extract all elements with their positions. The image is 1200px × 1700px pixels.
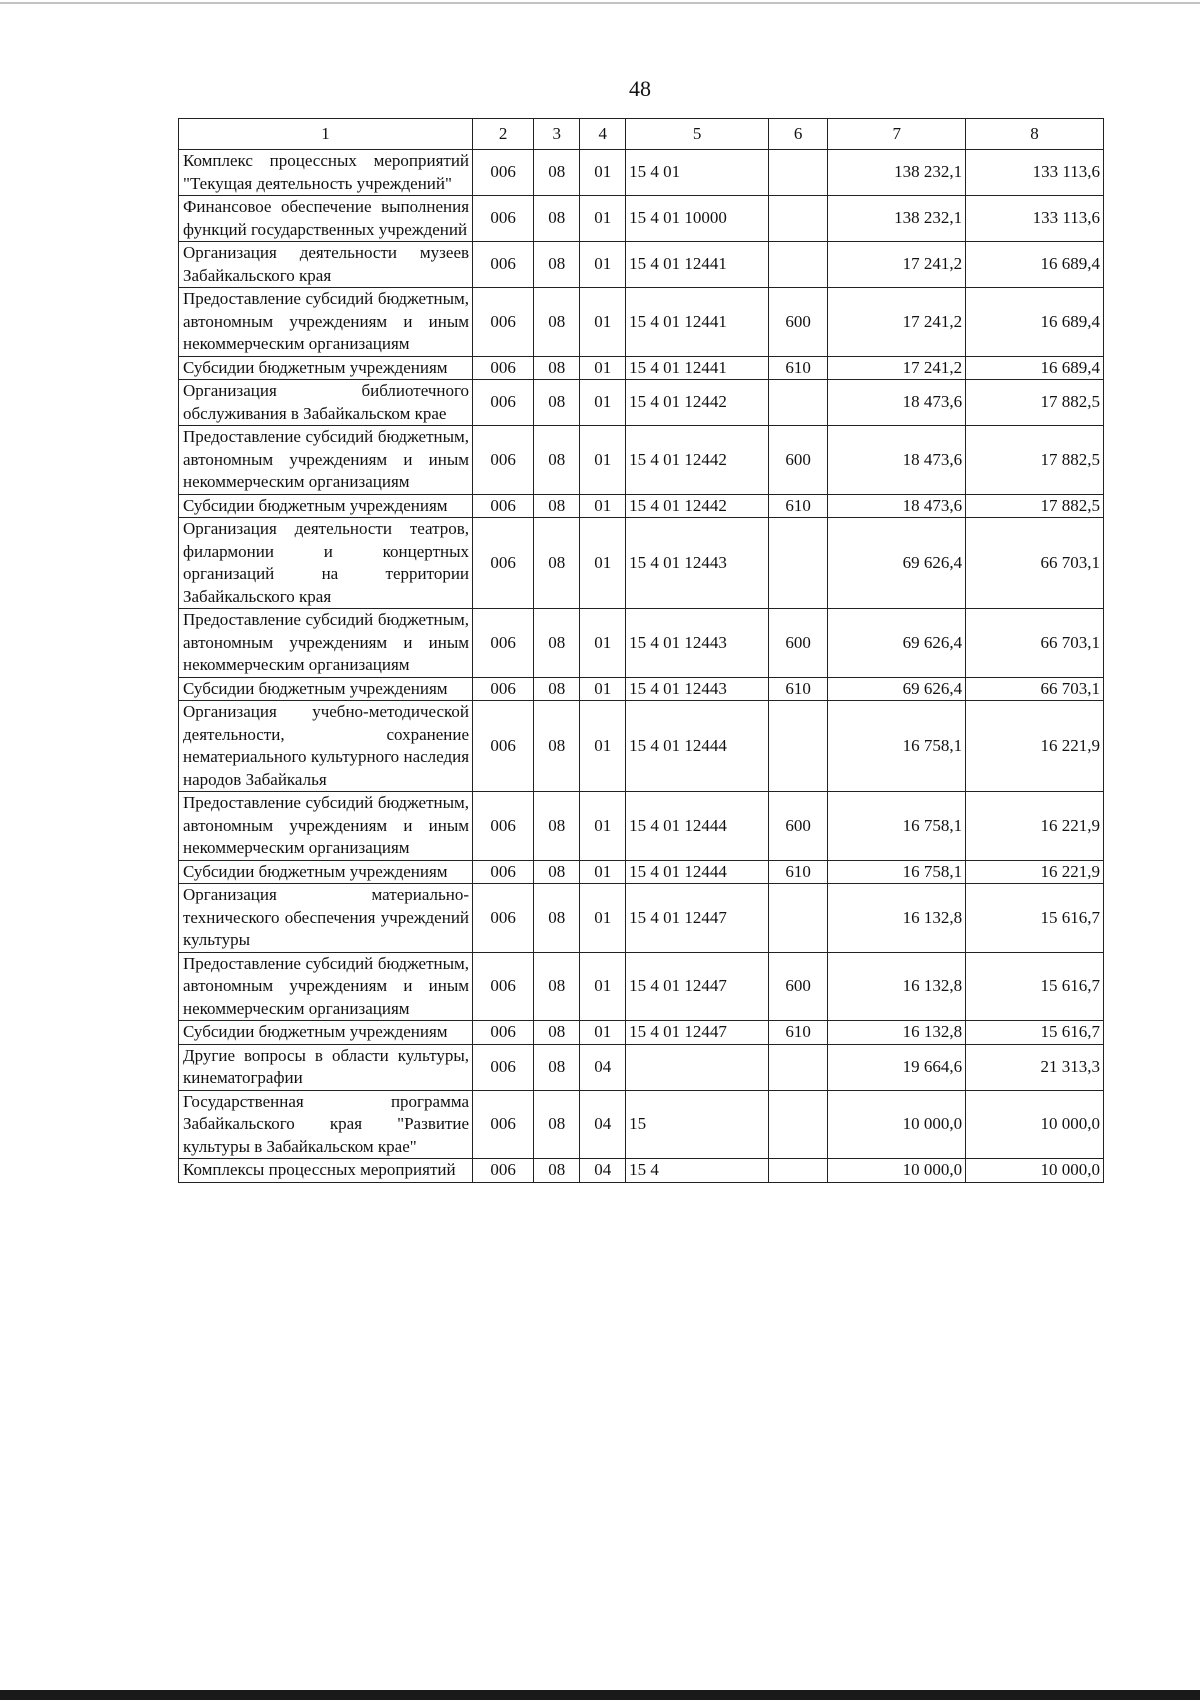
code-subsection-cell: 01 <box>580 242 626 288</box>
item-name-cell: Другие вопросы в области культуры, кинематографии <box>179 1044 473 1090</box>
code-admin-cell: 006 <box>473 518 534 609</box>
code-subsection-cell: 01 <box>580 150 626 196</box>
amount-col8-cell: 15 616,7 <box>966 952 1104 1021</box>
amount-col8-cell: 10 000,0 <box>966 1159 1104 1183</box>
amount-col8-cell: 21 313,3 <box>966 1044 1104 1090</box>
amount-col7-cell: 16 758,1 <box>828 701 966 792</box>
code-expense-type-cell: 610 <box>769 356 828 380</box>
code-expense-type-cell <box>769 242 828 288</box>
header-cell: 8 <box>966 119 1104 150</box>
code-admin-cell: 006 <box>473 494 534 518</box>
code-section-cell: 08 <box>534 1090 580 1159</box>
code-section-cell: 08 <box>534 1044 580 1090</box>
code-target-cell: 15 4 01 12444 <box>626 860 769 884</box>
code-subsection-cell: 01 <box>580 494 626 518</box>
code-admin-cell: 006 <box>473 677 534 701</box>
code-subsection-cell: 01 <box>580 884 626 953</box>
amount-col7-cell: 16 758,1 <box>828 792 966 861</box>
item-name-cell: Предоставление субсидий бюджетным, автономным учреждениям и иным некоммерческим организациям <box>179 792 473 861</box>
code-section-cell: 08 <box>534 884 580 953</box>
code-target-cell: 15 4 01 12442 <box>626 380 769 426</box>
code-target-cell: 15 4 01 12447 <box>626 1021 769 1045</box>
amount-col7-cell: 69 626,4 <box>828 518 966 609</box>
item-name-cell: Организация материально-технического обеспечения учреждений культуры <box>179 884 473 953</box>
item-name-cell: Субсидии бюджетным учреждениям <box>179 356 473 380</box>
code-admin-cell: 006 <box>473 701 534 792</box>
code-admin-cell: 006 <box>473 860 534 884</box>
code-expense-type-cell <box>769 1044 828 1090</box>
code-admin-cell: 006 <box>473 1044 534 1090</box>
code-section-cell: 08 <box>534 242 580 288</box>
table-row <box>179 1021 1104 1045</box>
code-subsection-cell: 01 <box>580 609 626 678</box>
table-row <box>179 196 1104 242</box>
amount-col7-cell: 16 132,8 <box>828 952 966 1021</box>
amount-col8-cell: 66 703,1 <box>966 518 1104 609</box>
item-name-cell: Субсидии бюджетным учреждениям <box>179 494 473 518</box>
amount-col7-cell: 18 473,6 <box>828 494 966 518</box>
code-subsection-cell: 01 <box>580 701 626 792</box>
code-admin-cell: 006 <box>473 1090 534 1159</box>
code-expense-type-cell <box>769 1090 828 1159</box>
code-target-cell: 15 4 01 <box>626 150 769 196</box>
code-subsection-cell: 01 <box>580 518 626 609</box>
table-row <box>179 518 1104 609</box>
amount-col7-cell: 69 626,4 <box>828 609 966 678</box>
code-target-cell: 15 4 01 12444 <box>626 701 769 792</box>
code-expense-type-cell: 610 <box>769 677 828 701</box>
amount-col8-cell: 17 882,5 <box>966 494 1104 518</box>
amount-col7-cell: 17 241,2 <box>828 288 966 357</box>
amount-col7-cell: 10 000,0 <box>828 1090 966 1159</box>
code-admin-cell: 006 <box>473 150 534 196</box>
code-subsection-cell: 01 <box>580 380 626 426</box>
code-section-cell: 08 <box>534 518 580 609</box>
amount-col8-cell: 17 882,5 <box>966 426 1104 495</box>
code-target-cell: 15 4 01 12441 <box>626 356 769 380</box>
code-expense-type-cell: 600 <box>769 288 828 357</box>
code-target-cell: 15 4 01 12441 <box>626 242 769 288</box>
amount-col7-cell: 10 000,0 <box>828 1159 966 1183</box>
code-section-cell: 08 <box>534 380 580 426</box>
amount-col7-cell: 138 232,1 <box>828 150 966 196</box>
code-admin-cell: 006 <box>473 380 534 426</box>
code-subsection-cell: 04 <box>580 1044 626 1090</box>
table-row <box>179 677 1104 701</box>
code-admin-cell: 006 <box>473 609 534 678</box>
code-admin-cell: 006 <box>473 242 534 288</box>
code-expense-type-cell <box>769 196 828 242</box>
code-target-cell: 15 4 01 12443 <box>626 677 769 701</box>
item-name-cell: Комплекс процессных мероприятий "Текущая деятельность учреждений" <box>179 150 473 196</box>
code-target-cell: 15 4 01 12442 <box>626 494 769 518</box>
table-row <box>179 380 1104 426</box>
code-subsection-cell: 01 <box>580 952 626 1021</box>
code-target-cell: 15 4 01 12447 <box>626 952 769 1021</box>
amount-col8-cell: 16 221,9 <box>966 860 1104 884</box>
header-cell: 6 <box>769 119 828 150</box>
header-cell: 2 <box>473 119 534 150</box>
item-name-cell: Организация деятельности музеев Забайкальского края <box>179 242 473 288</box>
code-admin-cell: 006 <box>473 426 534 495</box>
code-target-cell: 15 4 01 12443 <box>626 518 769 609</box>
header-cell: 7 <box>828 119 966 150</box>
table-row <box>179 884 1104 953</box>
amount-col8-cell: 16 689,4 <box>966 242 1104 288</box>
amount-col8-cell: 16 689,4 <box>966 356 1104 380</box>
amount-col8-cell: 133 113,6 <box>966 150 1104 196</box>
table-row <box>179 609 1104 678</box>
amount-col7-cell: 69 626,4 <box>828 677 966 701</box>
amount-col7-cell: 17 241,2 <box>828 356 966 380</box>
table-row <box>179 1159 1104 1183</box>
code-subsection-cell: 01 <box>580 356 626 380</box>
code-subsection-cell: 01 <box>580 426 626 495</box>
code-section-cell: 08 <box>534 677 580 701</box>
amount-col7-cell: 17 241,2 <box>828 242 966 288</box>
amount-col8-cell: 10 000,0 <box>966 1090 1104 1159</box>
item-name-cell: Комплексы процессных мероприятий <box>179 1159 473 1183</box>
code-admin-cell: 006 <box>473 1021 534 1045</box>
budget-table <box>178 118 1104 1183</box>
code-admin-cell: 006 <box>473 884 534 953</box>
code-section-cell: 08 <box>534 426 580 495</box>
page-number: 48 <box>629 76 651 101</box>
item-name-cell: Предоставление субсидий бюджетным, автономным учреждениям и иным некоммерческим организациям <box>179 609 473 678</box>
code-target-cell: 15 4 01 12444 <box>626 792 769 861</box>
code-expense-type-cell <box>769 150 828 196</box>
table-row <box>179 356 1104 380</box>
code-subsection-cell: 01 <box>580 1021 626 1045</box>
code-admin-cell: 006 <box>473 792 534 861</box>
item-name-cell: Финансовое обеспечение выполнения функций государственных учреждений <box>179 196 473 242</box>
scan-edge-bar <box>0 1690 1200 1700</box>
code-target-cell: 15 4 01 12441 <box>626 288 769 357</box>
code-target-cell: 15 4 <box>626 1159 769 1183</box>
item-name-cell: Предоставление субсидий бюджетным, автономным учреждениям и иным некоммерческим организациям <box>179 426 473 495</box>
code-expense-type-cell: 610 <box>769 1021 828 1045</box>
amount-col7-cell: 18 473,6 <box>828 426 966 495</box>
code-section-cell: 08 <box>534 701 580 792</box>
table-body <box>179 150 1104 1183</box>
code-section-cell: 08 <box>534 196 580 242</box>
header-cell: 1 <box>179 119 473 150</box>
amount-col8-cell: 133 113,6 <box>966 196 1104 242</box>
code-section-cell: 08 <box>534 952 580 1021</box>
code-section-cell: 08 <box>534 1159 580 1183</box>
amount-col8-cell: 16 689,4 <box>966 288 1104 357</box>
amount-col8-cell: 66 703,1 <box>966 677 1104 701</box>
amount-col7-cell: 16 132,8 <box>828 884 966 953</box>
item-name-cell: Субсидии бюджетным учреждениям <box>179 860 473 884</box>
code-section-cell: 08 <box>534 860 580 884</box>
table-row <box>179 952 1104 1021</box>
amount-col7-cell: 16 132,8 <box>828 1021 966 1045</box>
amount-col8-cell: 15 616,7 <box>966 1021 1104 1045</box>
code-section-cell: 08 <box>534 150 580 196</box>
scan-edge-line <box>0 2 1200 4</box>
item-name-cell: Субсидии бюджетным учреждениям <box>179 1021 473 1045</box>
code-subsection-cell: 01 <box>580 860 626 884</box>
code-subsection-cell: 01 <box>580 677 626 701</box>
code-admin-cell: 006 <box>473 288 534 357</box>
table-row <box>179 288 1104 357</box>
code-admin-cell: 006 <box>473 952 534 1021</box>
code-admin-cell: 006 <box>473 196 534 242</box>
item-name-cell: Организация деятельности театров, филармонии и концертных организаций на территории Забайкальского края <box>179 518 473 609</box>
table-row <box>179 792 1104 861</box>
code-target-cell <box>626 1044 769 1090</box>
table-row <box>179 150 1104 196</box>
amount-col8-cell: 17 882,5 <box>966 380 1104 426</box>
item-name-cell: Субсидии бюджетным учреждениям <box>179 677 473 701</box>
code-expense-type-cell <box>769 518 828 609</box>
table-row <box>179 701 1104 792</box>
code-target-cell: 15 4 01 12442 <box>626 426 769 495</box>
code-expense-type-cell: 610 <box>769 860 828 884</box>
table-row <box>179 1090 1104 1159</box>
table-header-row <box>179 119 1104 150</box>
code-subsection-cell: 01 <box>580 196 626 242</box>
code-expense-type-cell <box>769 380 828 426</box>
code-admin-cell: 006 <box>473 1159 534 1183</box>
code-subsection-cell: 01 <box>580 288 626 357</box>
code-section-cell: 08 <box>534 1021 580 1045</box>
amount-col7-cell: 18 473,6 <box>828 380 966 426</box>
code-expense-type-cell: 600 <box>769 609 828 678</box>
item-name-cell: Организация учебно-методической деятельности, сохранение нематериального культурного наследия народов Забайкалья <box>179 701 473 792</box>
code-expense-type-cell: 610 <box>769 494 828 518</box>
table-row <box>179 242 1104 288</box>
header-cell: 4 <box>580 119 626 150</box>
amount-col8-cell: 15 616,7 <box>966 884 1104 953</box>
header-cell: 5 <box>626 119 769 150</box>
code-section-cell: 08 <box>534 356 580 380</box>
code-expense-type-cell <box>769 701 828 792</box>
code-subsection-cell: 04 <box>580 1159 626 1183</box>
table-row <box>179 494 1104 518</box>
code-subsection-cell: 01 <box>580 792 626 861</box>
item-name-cell: Организация библиотечного обслуживания в Забайкальском крае <box>179 380 473 426</box>
code-expense-type-cell <box>769 1159 828 1183</box>
code-section-cell: 08 <box>534 609 580 678</box>
code-target-cell: 15 4 01 12447 <box>626 884 769 953</box>
code-expense-type-cell: 600 <box>769 792 828 861</box>
code-admin-cell: 006 <box>473 356 534 380</box>
code-target-cell: 15 <box>626 1090 769 1159</box>
code-target-cell: 15 4 01 10000 <box>626 196 769 242</box>
code-target-cell: 15 4 01 12443 <box>626 609 769 678</box>
amount-col7-cell: 138 232,1 <box>828 196 966 242</box>
amount-col8-cell: 66 703,1 <box>966 609 1104 678</box>
code-expense-type-cell <box>769 884 828 953</box>
code-subsection-cell: 04 <box>580 1090 626 1159</box>
table-row <box>179 426 1104 495</box>
code-section-cell: 08 <box>534 288 580 357</box>
amount-col8-cell: 16 221,9 <box>966 792 1104 861</box>
item-name-cell: Предоставление субсидий бюджетным, автономным учреждениям и иным некоммерческим организациям <box>179 288 473 357</box>
table-row <box>179 860 1104 884</box>
code-expense-type-cell: 600 <box>769 426 828 495</box>
amount-col8-cell: 16 221,9 <box>966 701 1104 792</box>
item-name-cell: Государственная программа Забайкальского края "Развитие культуры в Забайкальском крае" <box>179 1090 473 1159</box>
header-cell: 3 <box>534 119 580 150</box>
code-expense-type-cell: 600 <box>769 952 828 1021</box>
code-section-cell: 08 <box>534 494 580 518</box>
amount-col7-cell: 19 664,6 <box>828 1044 966 1090</box>
amount-col7-cell: 16 758,1 <box>828 860 966 884</box>
code-section-cell: 08 <box>534 792 580 861</box>
table-row <box>179 1044 1104 1090</box>
item-name-cell: Предоставление субсидий бюджетным, автономным учреждениям и иным некоммерческим организациям <box>179 952 473 1021</box>
